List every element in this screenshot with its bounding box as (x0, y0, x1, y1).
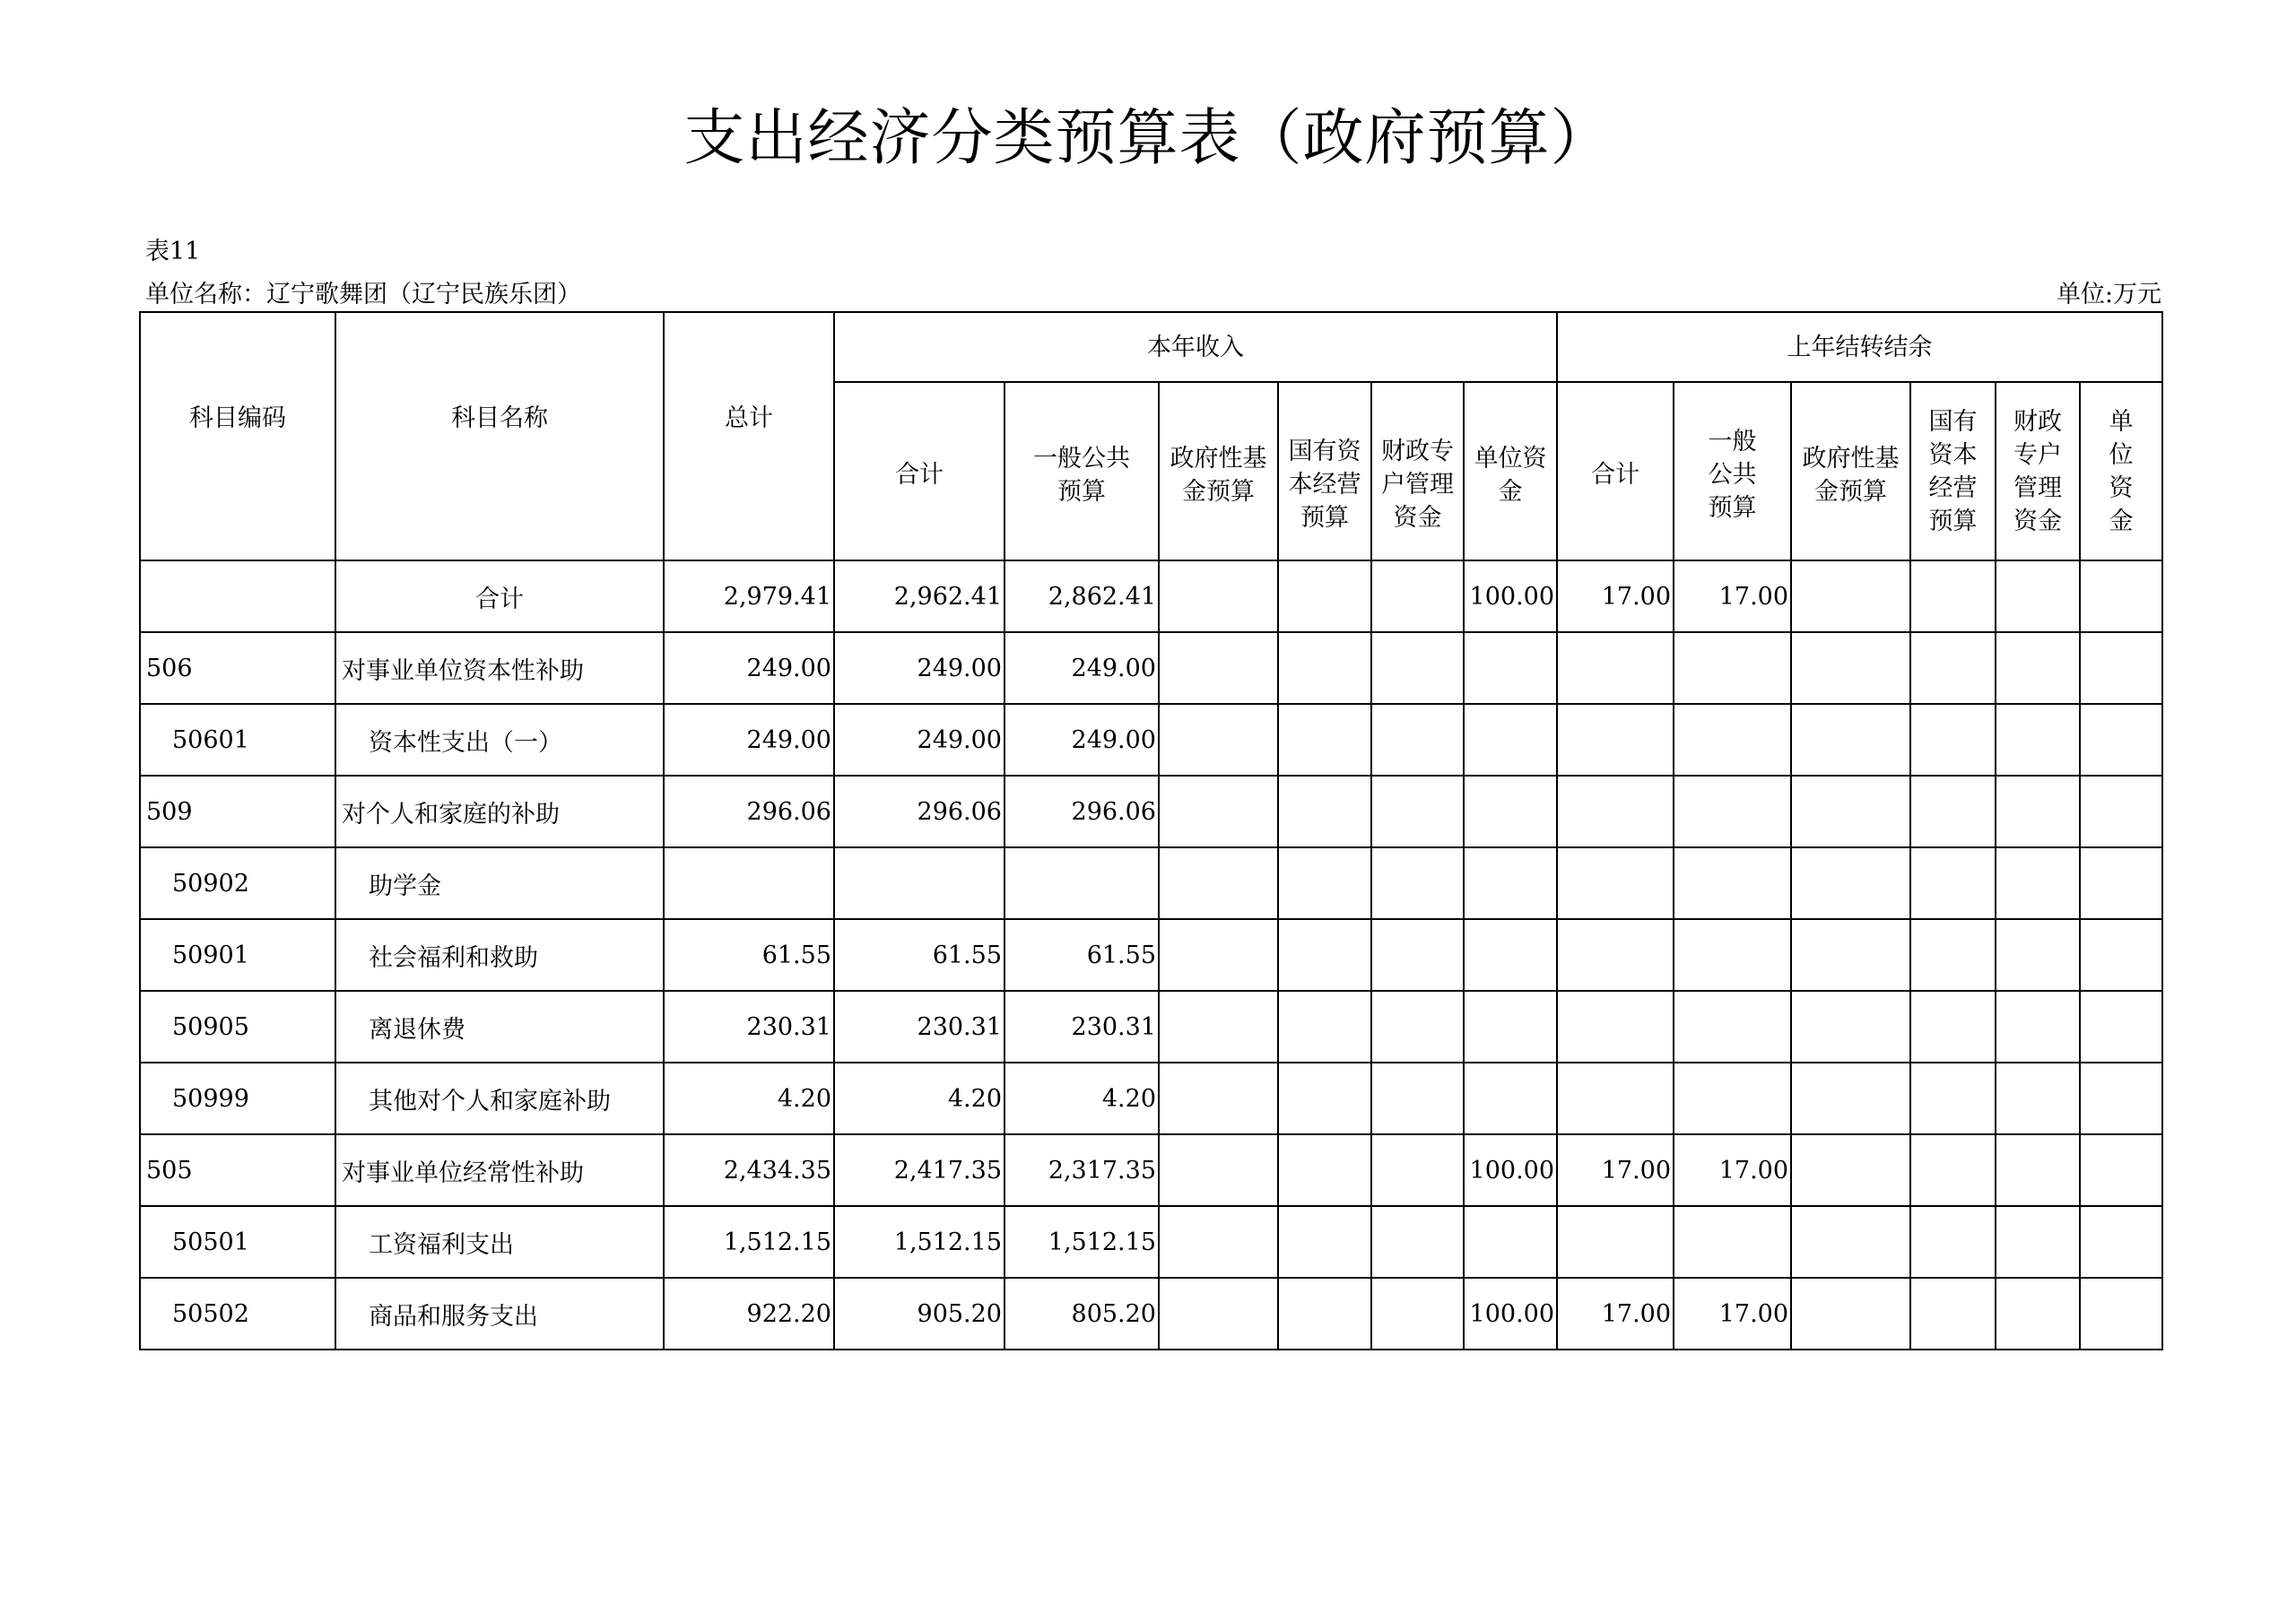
cell-cy-special (1371, 776, 1464, 847)
cell-total: 922.20 (664, 1278, 834, 1350)
cell-cy-unit (1464, 991, 1557, 1063)
cell-co-total (1557, 991, 1674, 1063)
header-total: 总计 (664, 312, 834, 560)
cell-cy-special (1371, 1278, 1464, 1350)
cell-code: 505 (140, 1134, 335, 1206)
cell-co-general: 17.00 (1674, 560, 1791, 632)
cell-code: 50905 (140, 991, 335, 1063)
cell-code: 50901 (140, 919, 335, 991)
header-co-special: 财政专户管理资金 (1996, 382, 2080, 560)
cell-cy-general (1004, 847, 1159, 919)
cell-co-general (1674, 919, 1791, 991)
cell-total: 249.00 (664, 704, 834, 776)
cell-name: 工资福利支出 (335, 1206, 664, 1278)
cell-co-unit (2080, 1134, 2162, 1206)
cell-cy-fund (1159, 919, 1278, 991)
currency-unit: 单位:万元 (2056, 281, 2161, 308)
cell-co-general (1674, 847, 1791, 919)
cell-cy-total: 2,417.35 (834, 1134, 1004, 1206)
cell-co-general (1674, 1063, 1791, 1134)
cell-cy-special (1371, 919, 1464, 991)
cell-co-state-capital (1910, 991, 1996, 1063)
cell-co-special (1996, 919, 2080, 991)
cell-code: 509 (140, 776, 335, 847)
cell-cy-general: 61.55 (1004, 919, 1159, 991)
cell-co-total (1557, 1206, 1674, 1278)
cell-cy-total: 230.31 (834, 991, 1004, 1063)
cell-co-fund (1791, 1278, 1910, 1350)
cell-cy-total (834, 847, 1004, 919)
cell-co-general (1674, 632, 1791, 704)
cell-total: 1,512.15 (664, 1206, 834, 1278)
cell-co-unit (2080, 919, 2162, 991)
cell-code: 50501 (140, 1206, 335, 1278)
cell-cy-general: 249.00 (1004, 704, 1159, 776)
cell-total: 4.20 (664, 1063, 834, 1134)
cell-co-general: 17.00 (1674, 1134, 1791, 1206)
cell-cy-general: 1,512.15 (1004, 1206, 1159, 1278)
cell-co-fund (1791, 919, 1910, 991)
cell-name: 商品和服务支出 (335, 1278, 664, 1350)
cell-co-state-capital (1910, 847, 1996, 919)
cell-co-state-capital (1910, 1206, 1996, 1278)
cell-cy-special (1371, 560, 1464, 632)
cell-co-fund (1791, 704, 1910, 776)
cell-co-special (1996, 776, 2080, 847)
cell-cy-total: 2,962.41 (834, 560, 1004, 632)
page-title: 支出经济分类预算表（政府预算） (683, 103, 1613, 174)
cell-cy-unit (1464, 1063, 1557, 1134)
table-row (140, 1278, 2162, 1350)
cell-cy-special (1371, 1063, 1464, 1134)
unit-name: 单位名称：辽宁歌舞团（辽宁民族乐团） (145, 281, 581, 308)
cell-cy-fund (1159, 776, 1278, 847)
cell-co-general (1674, 991, 1791, 1063)
cell-code: 506 (140, 632, 335, 704)
cell-cy-unit (1464, 919, 1557, 991)
header-co-fund: 政府性基金预算 (1791, 382, 1910, 560)
cell-cy-special (1371, 1206, 1464, 1278)
cell-code: 50502 (140, 1278, 335, 1350)
cell-co-total: 17.00 (1557, 1134, 1674, 1206)
cell-cy-state-capital (1278, 1206, 1371, 1278)
table-row-total (140, 560, 2162, 632)
cell-total: 2,979.41 (664, 560, 834, 632)
header-current-year: 本年收入 (834, 312, 1557, 382)
header-co-total: 合计 (1557, 382, 1674, 560)
cell-code (140, 560, 335, 632)
cell-cy-state-capital (1278, 919, 1371, 991)
cell-co-unit (2080, 776, 2162, 847)
cell-cy-total: 61.55 (834, 919, 1004, 991)
header-co-unit: 单位资金 (2080, 382, 2162, 560)
cell-cy-special (1371, 847, 1464, 919)
cell-co-total: 17.00 (1557, 1278, 1674, 1350)
cell-co-general (1674, 704, 1791, 776)
header-co-state-capital: 国有资本经营预算 (1910, 382, 1996, 560)
cell-cy-general: 296.06 (1004, 776, 1159, 847)
cell-cy-state-capital (1278, 632, 1371, 704)
cell-cy-fund (1159, 1206, 1278, 1278)
cell-name: 对事业单位资本性补助 (335, 632, 664, 704)
cell-co-special (1996, 847, 2080, 919)
cell-cy-unit: 100.00 (1464, 560, 1557, 632)
cell-cy-unit (1464, 704, 1557, 776)
table-row (140, 1134, 2162, 1206)
cell-total (664, 847, 834, 919)
cell-cy-fund (1159, 1063, 1278, 1134)
cell-cy-total: 249.00 (834, 704, 1004, 776)
header-cy-general: 一般公共预算 (1004, 382, 1159, 560)
cell-co-special (1996, 991, 2080, 1063)
cell-co-fund (1791, 847, 1910, 919)
table-number: 表11 (145, 238, 201, 265)
cell-cy-state-capital (1278, 991, 1371, 1063)
cell-cy-state-capital (1278, 1134, 1371, 1206)
cell-cy-general: 2,317.35 (1004, 1134, 1159, 1206)
cell-co-total (1557, 632, 1674, 704)
cell-co-unit (2080, 1063, 2162, 1134)
cell-co-total (1557, 1063, 1674, 1134)
cell-co-general (1674, 1206, 1791, 1278)
header-code: 科目编码 (140, 312, 335, 560)
cell-cy-state-capital (1278, 560, 1371, 632)
cell-name: 资本性支出（一） (335, 704, 664, 776)
cell-total: 2,434.35 (664, 1134, 834, 1206)
cell-co-special (1996, 1063, 2080, 1134)
cell-total: 249.00 (664, 632, 834, 704)
cell-cy-general: 2,862.41 (1004, 560, 1159, 632)
cell-co-state-capital (1910, 776, 1996, 847)
cell-cy-total: 4.20 (834, 1063, 1004, 1134)
cell-cy-unit (1464, 776, 1557, 847)
cell-total: 230.31 (664, 991, 834, 1063)
cell-cy-fund (1159, 704, 1278, 776)
cell-co-fund (1791, 991, 1910, 1063)
cell-co-state-capital (1910, 560, 1996, 632)
cell-co-total (1557, 847, 1674, 919)
cell-co-special (1996, 632, 2080, 704)
cell-cy-fund (1159, 847, 1278, 919)
cell-cy-fund (1159, 1278, 1278, 1350)
cell-cy-unit (1464, 632, 1557, 704)
table-row (140, 776, 2162, 847)
cell-co-special (1996, 1134, 2080, 1206)
cell-co-unit (2080, 991, 2162, 1063)
cell-cy-state-capital (1278, 1063, 1371, 1134)
cell-cy-total: 249.00 (834, 632, 1004, 704)
cell-name: 社会福利和救助 (335, 919, 664, 991)
table-row (140, 1206, 2162, 1278)
cell-co-state-capital (1910, 704, 1996, 776)
cell-total: 296.06 (664, 776, 834, 847)
cell-cy-fund (1159, 632, 1278, 704)
header-cy-fund: 政府性基金预算 (1159, 382, 1278, 560)
cell-cy-total: 296.06 (834, 776, 1004, 847)
table-row (140, 1063, 2162, 1134)
cell-code: 50999 (140, 1063, 335, 1134)
cell-co-total: 17.00 (1557, 560, 1674, 632)
cell-cy-state-capital (1278, 776, 1371, 847)
cell-co-unit (2080, 704, 2162, 776)
cell-co-state-capital (1910, 1063, 1996, 1134)
table-row (140, 632, 2162, 704)
cell-co-fund (1791, 776, 1910, 847)
cell-co-state-capital (1910, 919, 1996, 991)
cell-total: 61.55 (664, 919, 834, 991)
cell-code: 50902 (140, 847, 335, 919)
cell-co-special (1996, 560, 2080, 632)
header-cy-unit: 单位资金 (1464, 382, 1557, 560)
cell-cy-special (1371, 1134, 1464, 1206)
cell-cy-unit (1464, 847, 1557, 919)
cell-cy-total: 905.20 (834, 1278, 1004, 1350)
cell-cy-general: 249.00 (1004, 632, 1159, 704)
cell-co-unit (2080, 1278, 2162, 1350)
cell-co-total (1557, 776, 1674, 847)
cell-co-general (1674, 776, 1791, 847)
cell-cy-fund (1159, 560, 1278, 632)
cell-cy-total: 1,512.15 (834, 1206, 1004, 1278)
cell-name: 助学金 (335, 847, 664, 919)
cell-cy-unit: 100.00 (1464, 1278, 1557, 1350)
cell-cy-special (1371, 991, 1464, 1063)
cell-cy-special (1371, 704, 1464, 776)
cell-co-general: 17.00 (1674, 1278, 1791, 1350)
cell-co-state-capital (1910, 632, 1996, 704)
cell-co-state-capital (1910, 1134, 1996, 1206)
cell-co-special (1996, 704, 2080, 776)
cell-name: 离退休费 (335, 991, 664, 1063)
cell-co-unit (2080, 1206, 2162, 1278)
cell-co-fund (1791, 1063, 1910, 1134)
cell-cy-state-capital (1278, 847, 1371, 919)
cell-name: 合计 (335, 560, 664, 632)
cell-cy-general: 805.20 (1004, 1278, 1159, 1350)
cell-cy-state-capital (1278, 704, 1371, 776)
cell-cy-fund (1159, 1134, 1278, 1206)
table-row (140, 919, 2162, 991)
header-co-general: 一般公共预算 (1674, 382, 1791, 560)
cell-code: 50601 (140, 704, 335, 776)
table-row (140, 991, 2162, 1063)
header-cy-state-capital: 国有资本经营预算 (1278, 382, 1371, 560)
cell-co-unit (2080, 847, 2162, 919)
cell-cy-special (1371, 632, 1464, 704)
table-row (140, 704, 2162, 776)
cell-cy-general: 230.31 (1004, 991, 1159, 1063)
cell-co-fund (1791, 1206, 1910, 1278)
header-name: 科目名称 (335, 312, 664, 560)
cell-cy-general: 4.20 (1004, 1063, 1159, 1134)
cell-name: 对个人和家庭的补助 (335, 776, 664, 847)
cell-co-unit (2080, 560, 2162, 632)
cell-co-fund (1791, 632, 1910, 704)
table-row (140, 847, 2162, 919)
cell-cy-unit: 100.00 (1464, 1134, 1557, 1206)
header-cy-special: 财政专户管理资金 (1371, 382, 1464, 560)
budget-table (139, 311, 2163, 1350)
cell-co-special (1996, 1206, 2080, 1278)
cell-co-unit (2080, 632, 2162, 704)
cell-name: 其他对个人和家庭补助 (335, 1063, 664, 1134)
cell-co-fund (1791, 1134, 1910, 1206)
cell-co-special (1996, 1278, 2080, 1350)
cell-co-state-capital (1910, 1278, 1996, 1350)
cell-co-fund (1791, 560, 1910, 632)
cell-cy-fund (1159, 991, 1278, 1063)
header-cy-total: 合计 (834, 382, 1004, 560)
header-carryover: 上年结转结余 (1557, 312, 2162, 382)
cell-cy-unit (1464, 1206, 1557, 1278)
cell-co-total (1557, 704, 1674, 776)
cell-co-total (1557, 919, 1674, 991)
cell-cy-state-capital (1278, 1278, 1371, 1350)
cell-name: 对事业单位经常性补助 (335, 1134, 664, 1206)
